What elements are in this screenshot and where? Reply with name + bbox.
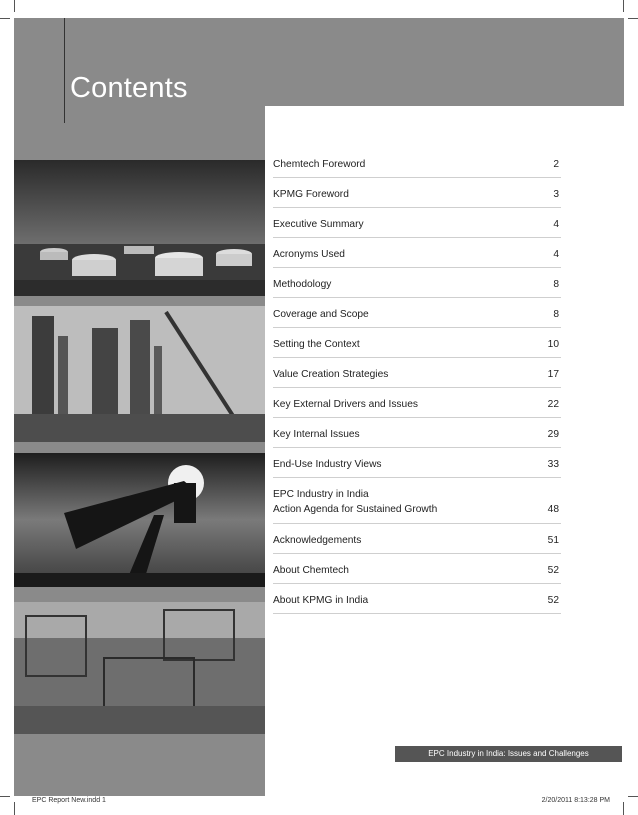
toc-entry[interactable]: Chemtech Foreword 2 xyxy=(273,148,561,178)
crop-mark xyxy=(628,796,638,797)
photo-construction-site xyxy=(14,602,265,734)
crop-mark xyxy=(0,18,10,19)
crop-mark xyxy=(623,0,624,12)
page-title: Contents xyxy=(70,72,188,104)
toc-entry[interactable]: Acronyms Used 4 xyxy=(273,238,561,268)
toc-entry[interactable]: Acknowledgements 51 xyxy=(273,524,561,554)
toc-entry[interactable]: Executive Summary 4 xyxy=(273,208,561,238)
slug-filename: EPC Report New.indd 1 xyxy=(32,797,106,804)
toc-entry[interactable]: Value Creation Strategies 17 xyxy=(273,358,561,388)
crop-mark xyxy=(0,796,10,797)
photo-storage-tanks xyxy=(14,160,265,296)
toc-entry[interactable]: Coverage and Scope 8 xyxy=(273,298,561,328)
crop-mark xyxy=(623,802,624,815)
toc-entry[interactable]: End-Use Industry Views 33 xyxy=(273,448,561,478)
crop-mark xyxy=(628,18,638,19)
divider-line xyxy=(64,18,65,123)
photo-refinery xyxy=(14,306,265,442)
toc-entry[interactable]: KPMG Foreword 3 xyxy=(273,178,561,208)
table-of-contents xyxy=(273,148,561,614)
toc-entry[interactable]: EPC Industry in India Action Agenda for Sustained Growth 48 xyxy=(273,478,561,524)
toc-entry[interactable]: Key External Drivers and Issues 22 xyxy=(273,388,561,418)
toc-entry[interactable]: About KPMG in India 52 xyxy=(273,584,561,614)
toc-entry[interactable]: Setting the Context 10 xyxy=(273,328,561,358)
footer-label: EPC Industry in India: Issues and Challenges xyxy=(395,746,622,762)
toc-entry[interactable]: Key Internal Issues 29 xyxy=(273,418,561,448)
toc-entry[interactable]: Methodology 8 xyxy=(273,268,561,298)
slug-timestamp: 2/20/2011 8:13:28 PM xyxy=(541,797,610,804)
photo-pump-jack xyxy=(14,453,265,587)
toc-entry[interactable]: About Chemtech 52 xyxy=(273,554,561,584)
crop-mark xyxy=(14,0,15,12)
crop-mark xyxy=(14,802,15,815)
